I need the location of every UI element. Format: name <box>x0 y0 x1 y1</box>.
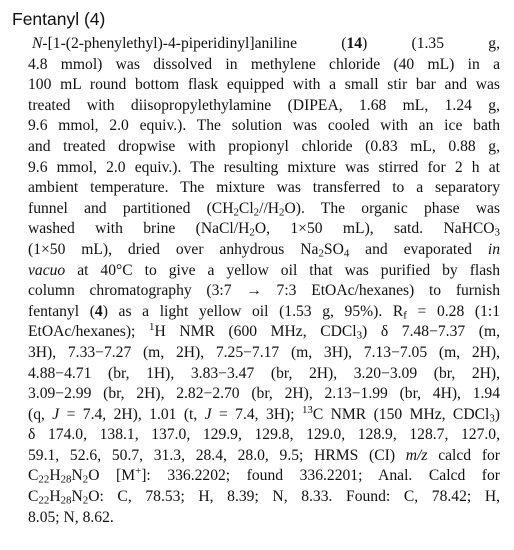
paragraph-line: ambient temperature. The mixture was transferred to a separatory <box>28 179 500 197</box>
paragraph-line: (1×50 mL), dried over anhydrous $Na_2SO_4$ and evaporated in <box>28 240 501 260</box>
paragraph-line: 100 mL round bottom flask equipped with a small stir bar and was <box>28 76 500 94</box>
paragraph-line: 9.6 mmol, 2.0 equiv.). The resulting mixture was stirred for 2 h at <box>28 158 500 176</box>
paragraph-line: funnel and partitioned $(CH_2Cl_2//H_2O)$. The organic phase was <box>28 199 500 219</box>
paragraph-line: δ 174.0, 138.1, 137.0, 129.9, 129.8, 129.0, 128.9, 128.7, 127.0, <box>28 426 500 444</box>
paragraph-line: column chromatography (3:7 → 7:3 EtOAc/hexanes) to furnish <box>28 282 500 300</box>
paragraph-line: $C_{22}H_{28}N_2O$: C, 78.53; H, 8.39; N, 8.33. Found: C, 78.42; H, <box>28 488 500 507</box>
paragraph-line: (q, J = 7.4, 2H), 1.01 (t, J = 7.4, 3H); $^{13}$C NMR (150 MHz, CDCl$_3$) <box>28 403 500 425</box>
paragraph-line: 3.09−2.99 (br, 2H), 2.82−2.70 (br, 2H), 2.13−1.99 (br, 4H), 1.94 <box>28 385 500 403</box>
paragraph-line: 8.05; N, 8.62. <box>28 508 114 526</box>
paragraph-line: 59.1, 52.6, 50.7, 31.3, 28.4, 28.0, 9.5; HRMS (CI) m/z calcd for <box>28 446 501 464</box>
paragraph-line: 4.88−4.71 (br, 1H), 3.83−3.47 (br, 2H), 3.20−3.09 (br, 2H), <box>28 364 500 382</box>
paragraph-line: N-[1-(2-phenylethyl)-4-piperidinyl]aniline (14) (1.35 g, <box>32 35 500 52</box>
section-heading: Fentanyl (4) <box>12 9 106 29</box>
paragraph-line: washed with brine ($NaCl/H_2O$, 1×50 mL), satd. NaHCO$_3$ <box>28 220 500 240</box>
paragraph-line: 4.8 mmol) was dissolved in methylene chloride (40 mL) in a <box>28 55 500 73</box>
paragraph-line: vacuo at 40°C to give a yellow oil that was purified by flash <box>28 261 500 279</box>
experimental-paragraph <box>28 34 500 528</box>
paragraph-line: and treated dropwise with propionyl chloride (0.83 mL, 0.88 g, <box>28 137 500 155</box>
paragraph-line: treated with diisopropylethylamine (DIPEA, 1.68 mL, 1.24 g, <box>28 96 500 114</box>
paragraph-line: 3H), 7.33−7.27 (m, 2H), 7.25−7.17 (m, 3H), 7.13−7.05 (m, 2H), <box>28 343 500 361</box>
paragraph-line: fentanyl (4) as a light yellow oil (1.53 g, 95%). $R_f = 0.28$ (1:1 <box>28 302 501 322</box>
paragraph-line: 9.6 mmol, 2.0 equiv.). The solution was cooled with an ice bath <box>28 117 500 135</box>
paragraph-line: EtOAc/hexanes); $^1$H NMR (600 MHz, CDCl$_3$) δ 7.48−7.37 (m, <box>28 321 500 343</box>
paragraph-line: $C_{22}H_{28}N_2O$ [M+]: 336.2202; found 336.2201; Anal. Calcd for <box>28 465 500 487</box>
